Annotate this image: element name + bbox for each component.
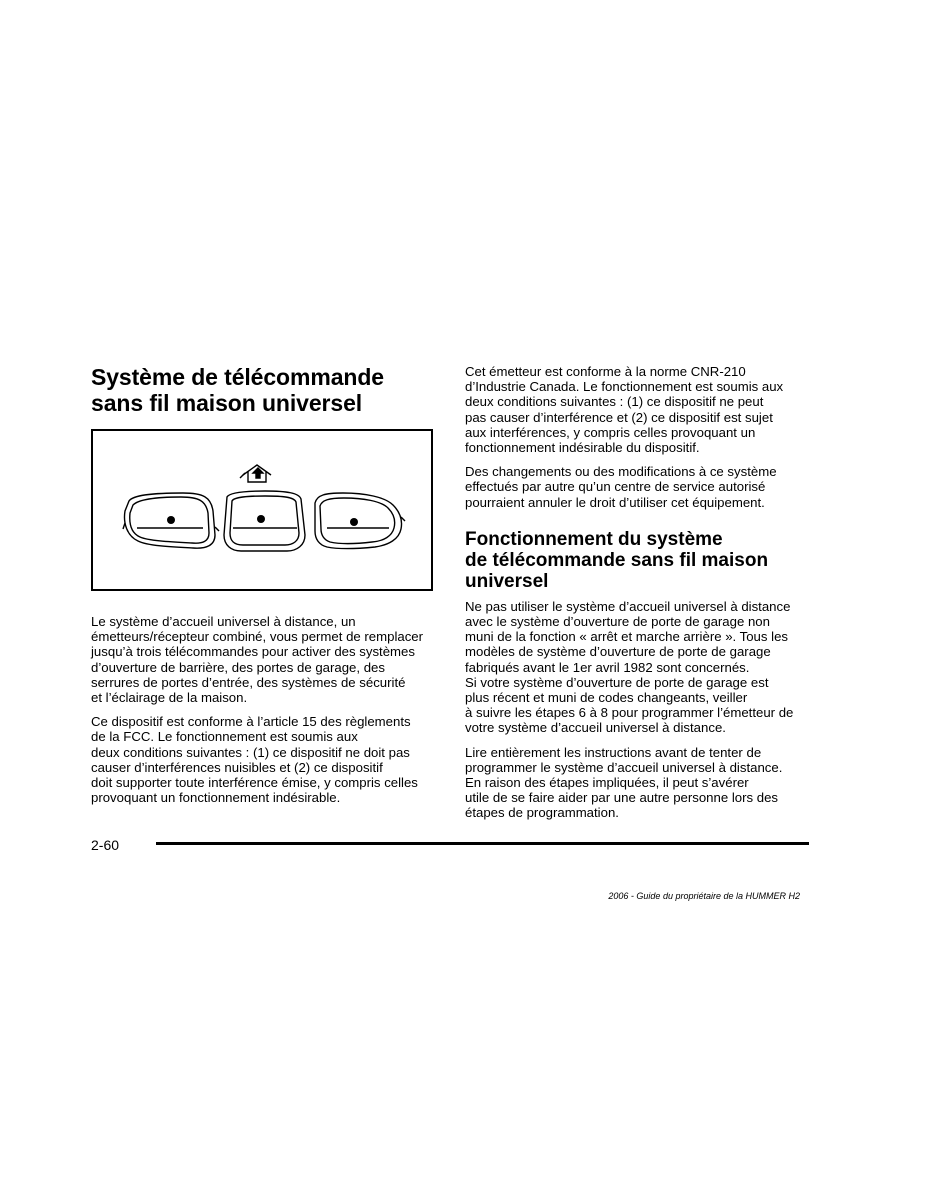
text-line: d’ouverture de barrière, des portes de garage, des — [91, 659, 385, 675]
text-line: de la FCC. Le fonctionnement est soumis aux — [91, 729, 358, 745]
text-line: plus récent et muni de codes changeants, veiller — [465, 690, 748, 706]
heading-line: universel — [465, 570, 549, 592]
text-line: causer d’interférences nuisibles et (2) ce dispositif — [91, 759, 383, 775]
text-line: fabriqués avant le 1er avril 1982 sont concernés. — [465, 659, 750, 675]
footer-rule — [156, 842, 809, 845]
text-line: deux conditions suivantes : (1) ce dispositif ne peut — [465, 394, 764, 410]
heading-line: de télécommande sans fil maison — [465, 549, 769, 571]
left-column-body — [91, 614, 436, 805]
title-line: sans fil maison universel — [91, 390, 363, 416]
text-line: programmer le système d’accueil universel à distance. — [465, 759, 783, 775]
text-line: étapes de programmation. — [465, 805, 619, 821]
text-line: provoquant un fonctionnement indésirable. — [91, 790, 341, 806]
text-line: Si votre système d’ouverture de porte de garage est — [465, 674, 769, 690]
text-line: Cet émetteur est conforme à la norme CNR-210 — [465, 364, 746, 379]
text-line: pas causer d’interférence et (2) ce dispositif est sujet — [465, 409, 773, 425]
text-line: modèles de système d’ouverture de porte de garage — [465, 644, 771, 660]
text-line: En raison des étapes impliquées, il peut s’avérer — [465, 775, 749, 791]
paragraph-intro — [91, 614, 436, 705]
text-line: émetteurs/récepteur combiné, vous permet de remplacer — [91, 629, 424, 645]
section-title — [91, 364, 436, 416]
text-line: d’Industrie Canada. Le fonctionnement est soumis aux — [465, 379, 784, 395]
left-column — [91, 364, 436, 416]
right-column — [465, 364, 811, 821]
text-line: serrures de portes d’entrée, des systèmes de sécurité — [91, 674, 406, 690]
text-line: Des changements ou des modifications à ce système — [465, 464, 777, 480]
section-heading — [465, 529, 811, 592]
text-line: à suivre les étapes 6 à 8 pour programmer l’émetteur de — [465, 705, 794, 721]
paragraph-modifications — [465, 464, 811, 510]
home-icon — [240, 465, 271, 482]
text-line: Ce dispositif est conforme à l’article 15 des règlements — [91, 714, 411, 730]
text-line: doit supporter toute interférence émise, y compris celles — [91, 775, 418, 791]
text-line: utile de se faire aider par une autre personne lors des — [465, 790, 779, 806]
text-line: et l’éclairage de la maison. — [91, 690, 248, 706]
text-line: fonctionnement indésirable du dispositif. — [465, 440, 700, 456]
homelink-buttons-illustration — [93, 431, 431, 589]
title-line: Système de télécommande — [91, 364, 384, 390]
text-line: pourraient annuler le droit d’utiliser cet équipement. — [465, 494, 765, 510]
text-line: jusqu’à trois télécommandes pour activer des systèmes — [91, 644, 415, 660]
homelink-buttons-figure — [91, 429, 433, 591]
text-line: Ne pas utiliser le système d’accueil universel à distance — [465, 598, 791, 614]
text-line: avec le système d’ouverture de porte de garage non — [465, 614, 770, 630]
middle-button-shape — [224, 491, 305, 551]
text-line: Le système d’accueil universel à distance, un — [91, 614, 356, 629]
text-line: effectués par autre qu’un centre de service autorisé — [465, 479, 766, 495]
paragraph-instructions — [465, 745, 811, 821]
heading-line: Fonctionnement du système — [465, 528, 723, 550]
text-line: aux interférences, y compris celles provoquant un — [465, 424, 756, 440]
left-button-dot — [167, 516, 175, 524]
page-number: 2-60 — [91, 837, 120, 853]
footer-text: 2006 - Guide du propriétaire de la HUMMER H2 — [608, 891, 800, 901]
paragraph-fcc — [91, 714, 436, 805]
text-line: deux conditions suivantes : (1) ce dispositif ne doit pas — [91, 744, 410, 760]
middle-button-dot — [257, 515, 265, 523]
right-button-dot — [350, 518, 358, 526]
paragraph-cnr — [465, 364, 811, 455]
text-line: muni de la fonction « arrêt et marche arrière ». Tous les — [465, 629, 789, 645]
text-line: Lire entièrement les instructions avant de tenter de — [465, 744, 762, 760]
text-line: votre système d’accueil universel à distance. — [465, 720, 726, 736]
paragraph-warning — [465, 599, 811, 736]
right-button-shape — [315, 493, 405, 549]
